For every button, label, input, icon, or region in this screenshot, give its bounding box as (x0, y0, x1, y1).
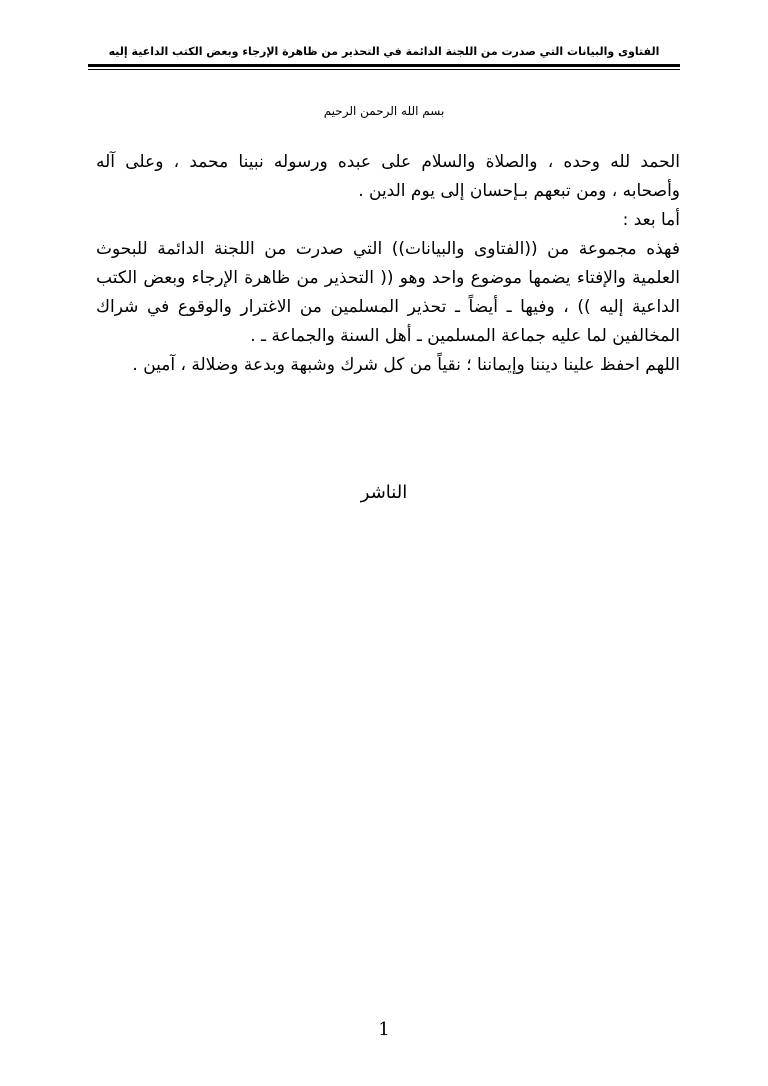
header-rule-thick (88, 64, 680, 67)
running-header: الفتاوى والبيانات التي صدرت من اللجنة الدائمة في التحذير من ظاهرة الإرجاء وبعض الكتب الداعية إليه (108, 45, 660, 58)
paragraph-supplication: اللهم احفظ علينا ديننا وإيماننا ؛ نقياً من كل شرك وشبهة وبدعة وضلالة ، آمين . (132, 355, 680, 375)
paragraph-opening-praise: الحمد لله وحده ، والصلاة والسلام على عبده ورسوله نبينا محمد ، وعلى آله وأصحابه ، ومن تبعهم بـإحسان إلى يوم الدين . (96, 152, 680, 201)
publisher-signature: الناشر (360, 482, 408, 503)
basmala: بسم الله الرحمن الرحيم (323, 104, 445, 118)
paragraph-amma-baad: أما بعد : (622, 210, 680, 230)
paragraph-collection-intro: فهذه مجموعة من ((الفتاوى والبيانات)) التي صدرت من اللجنة الدائمة للبحوث العلمية والإفتاء يضمها موضوع واحد وهو (( التحذير من ظاهرة الإرجاء وبعض الكتب الداعية إليه )) ، وفيها ـ أيضاً ـ تحذير المسلمين من الاغترار والوقوع في شراك المخالفين لما عليه جماعة المسلمين ـ أهل السنة والجماعة ـ . (96, 239, 680, 346)
header-rule-thin (88, 69, 680, 70)
page-number: 1 (378, 1019, 390, 1040)
body-text (96, 148, 680, 380)
